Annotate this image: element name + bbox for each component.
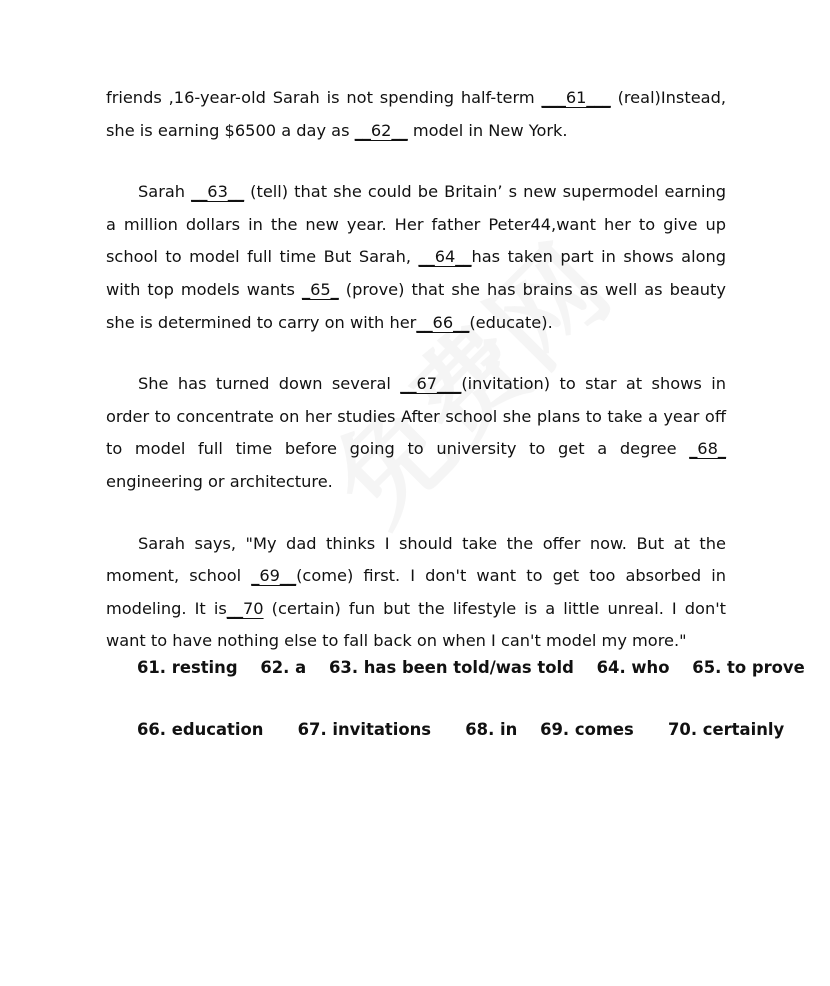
blank-62: __62__ [354,120,408,140]
text: model in New York. [407,120,568,140]
paragraph-1 [106,82,726,147]
paragraph-3 [106,368,726,498]
answer-line-1: 61. resting 62. a 63. has been told/was told 64. who 65. to prove [137,658,805,677]
blank-68: _68_ [689,439,726,459]
blank-67: __67___ [400,374,462,394]
text: She has turned down several [138,374,401,394]
text: Sarah says, "My dad thinks I should take the offer now. But at the moment, school [106,533,726,586]
blank-64: __64__ [418,247,472,267]
blank-69: _69__ [251,566,297,586]
text: (certain) fun but the lifestyle is a little unreal. I don't want to have nothing else to fall back on when I can't model my more." [106,598,726,651]
text: (prove) that she has brains as well as beauty she is determined to carry on with her [106,279,726,332]
text: (educate). [469,312,553,332]
text: has taken part in shows along with top models wants [106,247,727,299]
paragraph-4 [106,528,726,658]
answer-line-2: 66. education 67. invitations 68. in 69. comes 70. certainly [137,720,785,739]
document-body [106,82,805,739]
text: friends ,16-year-old Sarah is not spending half-term [106,88,542,107]
text: (invitation) to star at shows in order to concentrate on her studies After school she plans to take a year off to model full time before going to university to get a degree [106,374,726,459]
blank-70: __70 [226,598,264,618]
paragraph-2 [106,176,726,339]
text: engineering or architecture. [106,471,333,491]
text: (tell) that she could be Britain’ s new supermodel earning a million dollars in the new year. Her father Peter44,want her to give up school to model full time But Sarah, [106,182,726,267]
text: (real)Instead, she is earning $6500 a day as [106,88,726,140]
blank-61: ___61___ [541,88,611,107]
text: (come) first. I don't want to get too absorbed in modeling. It is [106,566,726,618]
blank-66: __66__ [416,312,470,332]
blank-63: __63__ [191,182,245,202]
text: Sarah [138,182,192,202]
blank-65: _65_ [301,279,339,299]
